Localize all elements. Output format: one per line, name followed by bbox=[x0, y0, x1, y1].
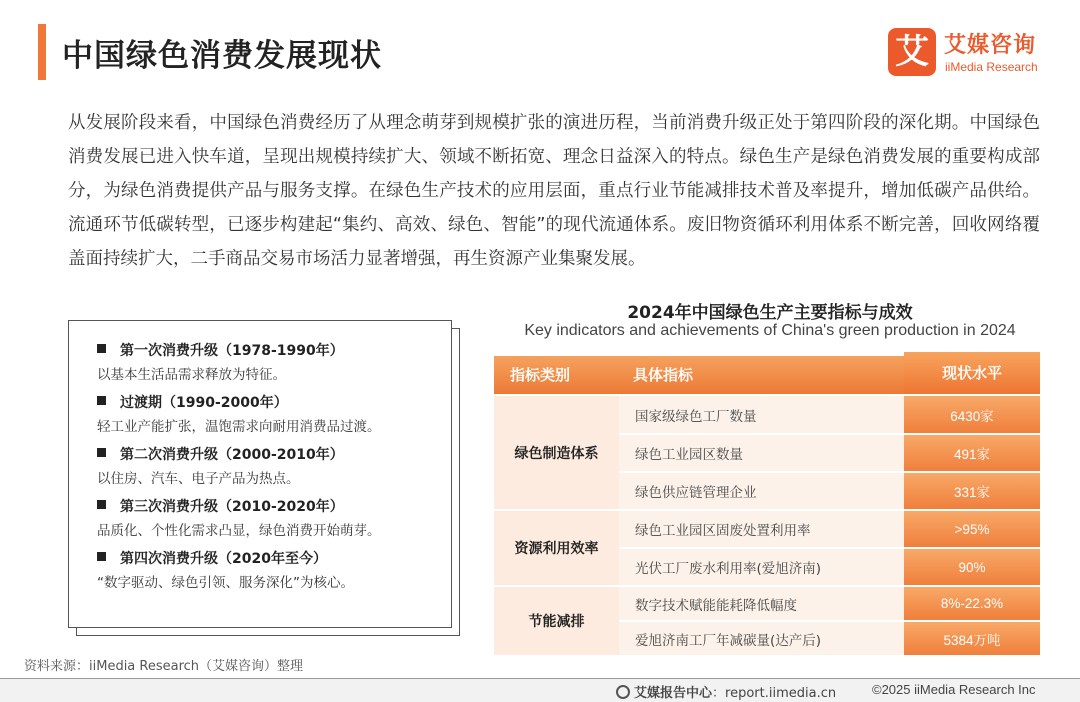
bullet-square-icon bbox=[97, 552, 106, 561]
stage-title: 第四次消费升级（2020年至今） bbox=[120, 551, 327, 567]
table-title-cn: 2024年中国绿色生产主要指标与成效 bbox=[627, 303, 913, 323]
stage-item bbox=[97, 443, 451, 491]
footer-site-link[interactable]: report.iimedia.cn bbox=[725, 686, 837, 701]
table-title-en: Key indicators and achievements of China's green production in 2024 bbox=[524, 322, 1016, 339]
indicator-cell: 光伏工厂废水利用率(爱旭济南) bbox=[619, 549, 904, 585]
stage-desc: 以住房、汽车、电子产品为热点。 bbox=[97, 471, 300, 487]
bullet-square-icon bbox=[97, 500, 106, 509]
footer-copyright: ©2025 iiMedia Research Inc bbox=[872, 682, 1036, 697]
stage-title: 第三次消费升级（2010-2020年） bbox=[120, 499, 344, 515]
footer-brand: 艾媒报告中心 bbox=[634, 686, 713, 701]
stage-title: 第一次消费升级（1978-1990年） bbox=[120, 343, 344, 359]
indicator-cell: 爱旭济南工厂年减碳量(达产后) bbox=[619, 622, 904, 655]
value-cell: >95% bbox=[904, 511, 1040, 547]
stage-item bbox=[97, 339, 451, 387]
data-source-note: 资料来源：iiMedia Research（艾媒咨询）整理 bbox=[24, 659, 304, 674]
title-accent-bar bbox=[38, 24, 46, 80]
indicator-cell: 绿色工业园区数量 bbox=[619, 435, 904, 471]
footer-report-center[interactable]: 艾媒报告中心：report.iimedia.cn bbox=[616, 682, 836, 701]
logo-chinese-name: 艾媒咨询 bbox=[944, 33, 1037, 58]
stage-title: 第二次消费升级（2000-2010年） bbox=[120, 447, 344, 463]
category-cell: 绿色制造体系 bbox=[494, 396, 619, 509]
header-indicator: 具体指标 bbox=[619, 356, 904, 394]
bullet-square-icon bbox=[97, 344, 106, 353]
header-value: 现状水平 bbox=[904, 352, 1040, 394]
intro-paragraph: 从发展阶段来看，中国绿色消费经历了从理念萌芽到规模扩张的演进历程，当前消费升级正处于第四阶段的深化期。中国绿色消费发展已进入快车道，呈现出规模持续扩大、领域不断拓宽、理念日益深入的特点。绿色生产是绿色消费发展的重要构成部分，为绿色消费提供产品与服务支撑。在绿色生产技术的应用层面，重点行业节能减排技术普及率提升，增加低碳产品供给。流通环节低碳转型，已逐步构建起“集约、高效、绿色、智能”的现代流通体系。废旧物资循环利用体系不断完善，回收网络覆盖面持续扩大，二手商品交易市场活力显著增强，再生资源产业集聚发展。 bbox=[68, 113, 1040, 269]
logo-english-name: iiMedia Research bbox=[945, 60, 1038, 74]
stage-desc: 以基本生活品需求释放为特征。 bbox=[97, 367, 286, 383]
stage-item bbox=[97, 547, 451, 595]
iimedia-logo bbox=[888, 26, 1058, 80]
indicator-cell: 国家级绿色工厂数量 bbox=[619, 396, 904, 433]
stage-desc: “数字驱动、绿色引领、服务深化”为核心。 bbox=[97, 575, 354, 591]
value-cell: 491家 bbox=[904, 435, 1040, 471]
report-center-icon bbox=[616, 685, 630, 699]
category-cell: 节能减排 bbox=[494, 587, 619, 655]
bullet-square-icon bbox=[97, 396, 106, 405]
bullet-square-icon bbox=[97, 448, 106, 457]
indicator-cell: 数字技术赋能能耗降低幅度 bbox=[619, 587, 904, 620]
stage-desc: 品质化、个性化需求凸显，绿色消费开始萌芽。 bbox=[97, 523, 381, 539]
indicator-cell: 绿色工业园区固废处置利用率 bbox=[619, 511, 904, 547]
value-cell: 8%-22.3% bbox=[904, 587, 1040, 620]
value-cell: 6430家 bbox=[904, 396, 1040, 433]
indicator-cell: 绿色供应链管理企业 bbox=[619, 473, 904, 509]
value-cell: 90% bbox=[904, 549, 1040, 585]
stage-title: 过渡期（1990-2000年） bbox=[120, 395, 288, 411]
stage-desc: 轻工业产能扩张，温饱需求向耐用消费品过渡。 bbox=[97, 419, 381, 435]
value-cell: 331家 bbox=[904, 473, 1040, 509]
indicators-table bbox=[494, 352, 1040, 655]
category-cell: 资源利用效率 bbox=[494, 511, 619, 585]
logo-mark-icon: 艾 bbox=[888, 28, 936, 76]
stage-item bbox=[97, 495, 451, 543]
page-title: 中国绿色消费发展现状 bbox=[62, 38, 382, 74]
value-cell: 5384万吨 bbox=[904, 622, 1040, 655]
consumption-stages-box bbox=[68, 320, 452, 628]
header-category: 指标类别 bbox=[494, 356, 619, 394]
stage-item bbox=[97, 391, 451, 439]
